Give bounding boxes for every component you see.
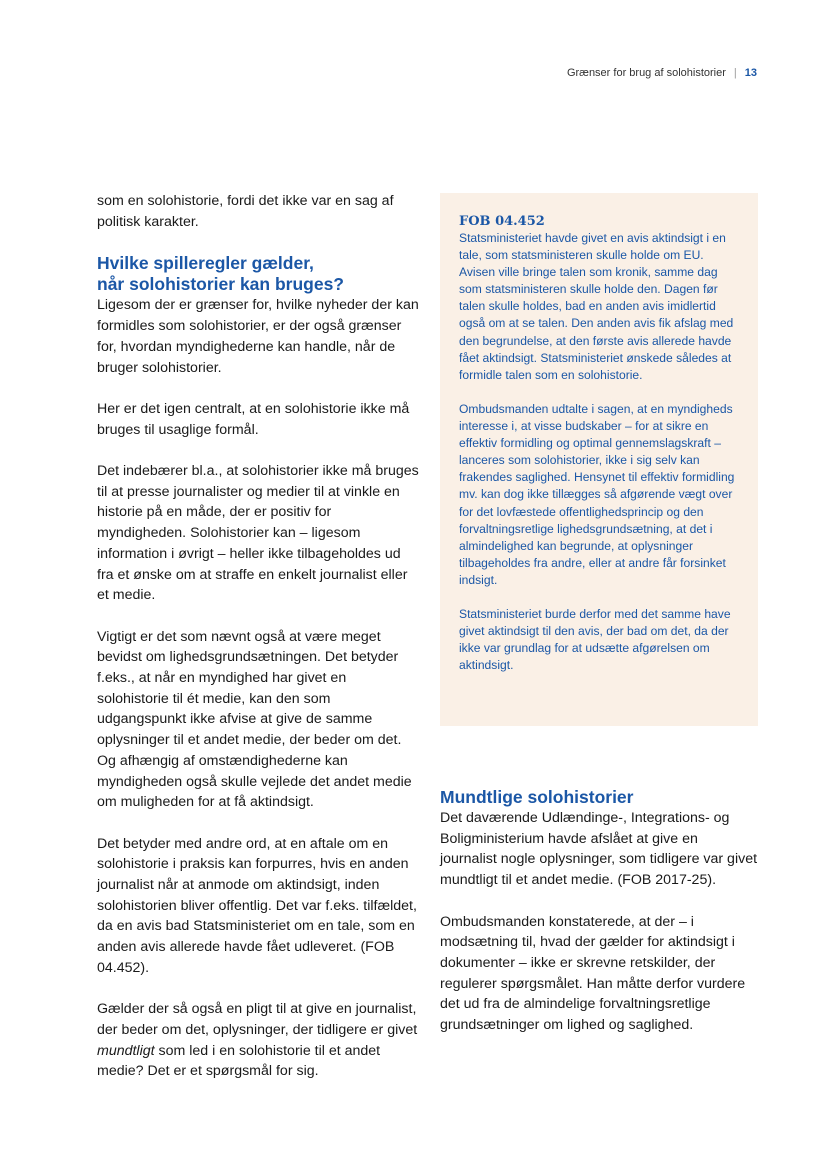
paragraph-6-end: som led i en solohistorie til et andet medie? Det er et spørgsmål for sig.: [97, 1042, 381, 1080]
right-column: [440, 787, 758, 1056]
case-factbox: [440, 193, 758, 726]
header-separator: |: [733, 67, 737, 79]
section-heading-spilleregler: [97, 253, 419, 295]
paragraph-6: [97, 999, 419, 1082]
paragraph-2: Her er det igen centralt, at en solohistorie ikke må bruges til usaglige formål.: [97, 400, 410, 438]
right-paragraph-2: Ombudsmanden konstaterede, at der – i modsætning til, hvad der gælder for aktindsigt i dokumenter – ikke er skrevne retskilder, der regulerer spørgsmålet. Han måtte derfor vurdere det ud fra de almindelige forvaltningsretlige grundsætninger om lighed og saglighed.: [440, 913, 746, 1034]
running-header: [567, 67, 757, 79]
factbox-paragraph-1: Statsministeriet havde givet en avis aktindsigt i en tale, som statsministeren skulle holde om EU. Avisen ville bringe talen som kronik, samme dag som statsministeren skulle holde den. Dagen før talen skulle holdes, bad en anden avis imidlertid også om at se talen. Den anden avis fik afslag med den begrundelse, at den første avis allerede havde fået aktindsigt. Statsministeriet ønskede således at formidle talen som en solohistorie.: [459, 231, 734, 382]
paragraph-5: Det betyder med andre ord, at en aftale om en solohistorie i praksis kan forpurres, hvis en anden journalist når at anmode om aktindsigt, inden solohistorien bliver offentlig. Det var f.eks. tilfældet, da en avis bad Statsministeriet om en tale, som en anden avis allerede havde fået udleveret. (FOB 04.452).: [97, 835, 417, 976]
paragraph-3: Det indebærer bl.a., at solohistorier ikke må bruges til at presse journalister og medier til at vinkle en historie på en måde, der er positiv for myndigheden. Solohistorier kan – ligesom information i øvrigt – heller ikke tilbageholdes ud fra et ønske om at straffe en enkelt journalist eller et medie.: [97, 463, 419, 604]
heading-line-2: når solohistorier kan bruges?: [97, 274, 344, 295]
right-paragraph-1: Det daværende Udlændinge-, Integrations- og Boligministerium havde afslået at give en journalist nogle oplysninger, som tidligere var givet mundtligt til et andet medie. (FOB 2017-25).: [440, 810, 758, 889]
paragraph-6-start: Gælder der så også en pligt til at give en journalist, der beder om det, oplysninger, der tidligere er givet: [97, 1001, 418, 1038]
left-column: [97, 191, 419, 1103]
emphasis-mundtligt: mundtligt: [97, 1042, 155, 1059]
factbox-title: FOB 04.452: [459, 214, 545, 229]
intro-paragraph: som en solohistorie, fordi det ikke var en sag af politisk karakter.: [97, 193, 394, 230]
section-heading-mundtlige: Mundtlige solohistorier: [440, 787, 634, 807]
factbox-paragraph-2: Ombudsmanden udtalte i sagen, at en myndigheds interesse i, at visse budskaber – for at sikre en effektiv formidling og optimal gennemslagskraft – lanceres som solohistorier, ikke i sig selv kan frakendes saglighed. Hensynet til effektiv formidling mv. kan dog ikke tillægges så afgørende vægt over for det lovfæstede offentlighedsprincip og den forvaltningsretlige lighedsgrundsætning, at det i almindelighed kan begrunde, at oplysninger tilbageholdes fra andre, eller at andre får forsinket indsigt.: [459, 401, 735, 587]
paragraph-1: Ligesom der er grænser for, hvilke nyheder der kan formidles som solohistorier, er der også grænser for, hvordan myndighederne kan handle, når de bruger solohistorier.: [97, 297, 419, 376]
page-number: 13: [744, 67, 757, 79]
heading-line-1: Hvilke spilleregler gælder,: [97, 253, 314, 274]
factbox-paragraph-3: Statsministeriet burde derfor med det samme have givet aktindsigt til den avis, der bad om det, da der ikke var grundlag for at udsætte afgørelsen om aktindsigt.: [459, 607, 731, 673]
header-title: Grænser for brug af solohistorier: [566, 67, 726, 79]
paragraph-4: Vigtigt er det som nævnt også at være meget bevidst om lighedsgrundsætningen. Det betyder f.eks., at når en myndighed har givet en solohistorie til ét medie, kan den som udgangspunkt ikke afvise at give de samme oplysninger til et andet medie, der beder om det. Og afhængig af omstændighederne kan myndigheden også skulle vejlede det andet medie om muligheden for at få aktindsigt.: [97, 628, 412, 811]
